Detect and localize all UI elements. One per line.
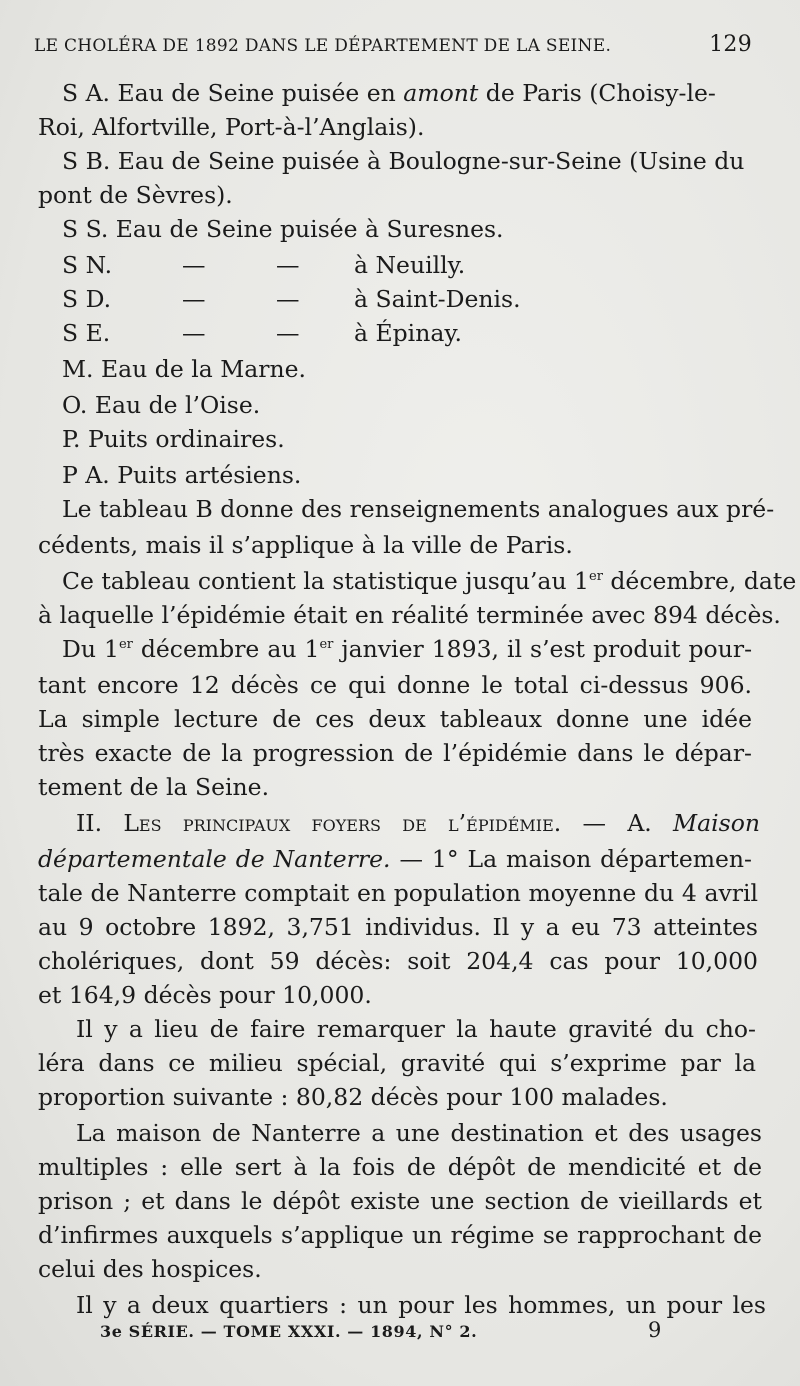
text-line: La maison de Nanterre a une destination et des usages xyxy=(76,1119,762,1147)
page-footer xyxy=(100,1320,700,1350)
text-line: multiples : elle sert à la fois de dépôt de mendicité et de xyxy=(38,1153,762,1181)
legend-sa: S A. Eau de Seine puisée en amont de Paris (Choisy-le- xyxy=(62,79,716,107)
text-line: tant encore 12 décès ce qui donne le total ci-dessus 906. xyxy=(38,671,752,699)
text-line: léra dans ce milieu spécial, gravité qui s’exprime par la xyxy=(38,1049,756,1077)
text-line: à laquelle l’épidémie était en réalité terminée avec 894 décès. xyxy=(38,601,781,629)
text-line: prison ; et dans le dépôt existe une section de vieillards et xyxy=(38,1187,762,1215)
text-line: cédents, mais il s’applique à la ville de Paris. xyxy=(38,531,573,559)
text-line: tale de Nanterre comptait en population moyenne du 4 avril xyxy=(38,879,758,907)
ditto-dash: — xyxy=(182,251,206,279)
text-line: d’infirmes auxquels s’applique un régime se rapprochant de xyxy=(38,1221,762,1249)
text-line: très exacte de la progression de l’épidémie dans le dépar- xyxy=(38,739,752,767)
ditto-dash: — xyxy=(276,251,300,279)
text-line: celui des hospices. xyxy=(38,1255,262,1283)
legend-se-place: à Épinay. xyxy=(354,319,462,347)
legend-sn-code: S N. xyxy=(62,251,113,279)
legend-m: M. Eau de la Marne. xyxy=(62,355,307,383)
text-line: au 9 octobre 1892, 3,751 individus. Il y a eu 73 atteintes xyxy=(38,913,758,941)
text-line: départementale de Nanterre. — 1° La maison départemen- xyxy=(38,845,752,873)
running-header xyxy=(34,32,752,66)
legend-sb-cont: pont de Sèvres). xyxy=(38,181,233,209)
ditto-dash: — xyxy=(276,285,300,313)
ditto-dash: — xyxy=(182,319,206,347)
ditto-dash: — xyxy=(182,285,206,313)
series-line: 3e SÉRIE. — TOME XXXI. — 1894, N° 2. xyxy=(100,1322,478,1341)
page-number: 129 xyxy=(709,32,752,57)
legend-sb: S B. Eau de Seine puisée à Boulogne-sur-Seine (Usine du xyxy=(62,147,745,175)
text-line: Le tableau B donne des renseignements analogues aux pré- xyxy=(62,495,775,523)
legend-ss: S S. Eau de Seine puisée à Suresnes. xyxy=(62,215,504,243)
legend-se xyxy=(62,318,562,348)
legend-se-code: S E. xyxy=(62,319,111,347)
legend-o: O. Eau de l’Oise. xyxy=(62,391,261,419)
legend-sd xyxy=(62,284,562,314)
text-line: proportion suivante : 80,82 décès pour 100 malades. xyxy=(38,1083,668,1111)
ditto-dash: — xyxy=(276,319,300,347)
legend-sn xyxy=(62,250,562,280)
text-line: La simple lecture de ces deux tableaux donne une idée xyxy=(38,705,752,733)
text-line: cholériques, dont 59 décès: soit 204,4 cas pour 10,000 xyxy=(38,947,758,975)
legend-sa-cont: Roi, Alfortville, Port-à-l’Anglais). xyxy=(38,113,425,141)
text-line: et 164,9 décès pour 10,000. xyxy=(38,981,372,1009)
legend-sd-place: à Saint-Denis. xyxy=(354,285,521,313)
text-line: Il y a lieu de faire remarquer la haute gravité du cho- xyxy=(76,1015,756,1043)
text-line: tement de la Seine. xyxy=(38,773,270,801)
signature-mark: 9 xyxy=(648,1318,662,1342)
legend-pa: P A. Puits artésiens. xyxy=(62,461,302,489)
legend-sn-place: à Neuilly. xyxy=(354,251,466,279)
text-line: Ce tableau contient la statistique jusqu’au 1er décembre, date xyxy=(62,567,797,595)
text-line: Il y a deux quartiers : un pour les hommes, un pour les xyxy=(76,1291,766,1319)
text-line: Du 1er décembre au 1er janvier 1893, il s’est produit pour- xyxy=(62,635,753,663)
legend-sd-code: S D. xyxy=(62,285,112,313)
running-title: LE CHOLÉRA DE 1892 DANS LE DÉPARTEMENT DE LA SEINE. xyxy=(34,36,612,56)
amont-italic: amont xyxy=(403,79,479,107)
section-heading: II. Les principaux foyers de l’épidémie. — A. Maison xyxy=(76,809,760,837)
legend-p: P. Puits ordinaires. xyxy=(62,425,285,453)
